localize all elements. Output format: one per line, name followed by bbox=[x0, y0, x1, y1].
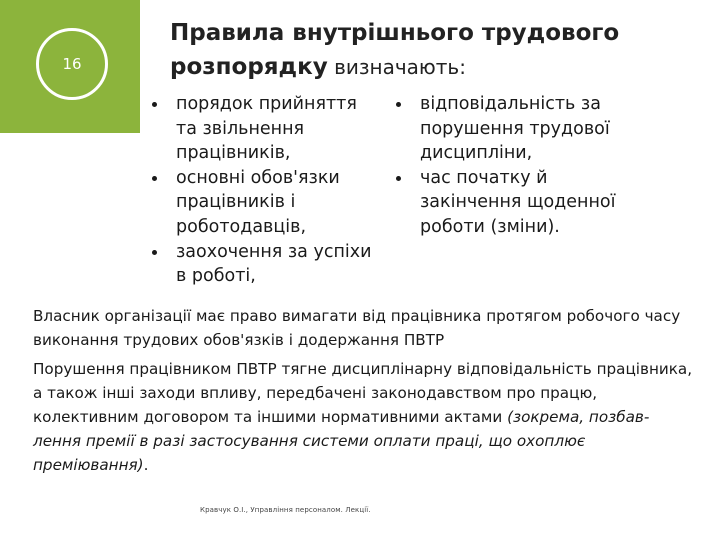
bullet-item bbox=[392, 166, 632, 240]
bullet-item bbox=[148, 166, 380, 240]
bullet-dot-icon bbox=[152, 176, 157, 181]
paragraph-italic-note: (зокрема, позбав-лення премії в разі застосування системи оплати праці, що охоплює преміювання) bbox=[33, 408, 650, 474]
slide-title bbox=[170, 16, 690, 84]
footer-credit: Кравчук О.І., Управління персоналом. Лекції. bbox=[200, 506, 371, 514]
bullet-text: час початку й закінчення щоденної роботи (зміни). bbox=[420, 167, 616, 237]
paragraph-text: Порушення працівником ПВТР тягне дисциплінарну відповідальність працівника, а також інші заходи впливу, передбачені законодавством про працю, колективним договором та іншими нормативними актами bbox=[33, 360, 693, 426]
paragraph-employer-rights: Власник організації має право вимагати від працівника протягом робочого часу виконання трудових обов'язків і додержання ПВТР bbox=[33, 307, 681, 349]
paragraph-tail: . bbox=[143, 456, 149, 474]
bullet-dot-icon bbox=[152, 102, 157, 107]
title-line-1: Правила внутрішнього трудового bbox=[170, 20, 620, 46]
slide-number: 16 bbox=[62, 55, 82, 73]
bullet-dot-icon bbox=[396, 176, 401, 181]
left-bullet-column bbox=[148, 92, 380, 289]
bullet-dot-icon bbox=[152, 250, 157, 255]
bullet-item bbox=[392, 92, 632, 166]
bullet-text: порядок прийняття та звільнення працівників, bbox=[176, 94, 357, 164]
bullet-item bbox=[148, 240, 380, 289]
bullet-item bbox=[148, 92, 380, 166]
title-line-2-rest: визначають: bbox=[327, 55, 466, 79]
title-line-2-strong: розпорядку bbox=[170, 54, 328, 80]
bullet-dot-icon bbox=[396, 102, 401, 107]
right-bullet-column bbox=[392, 92, 632, 240]
title-line-2 bbox=[170, 50, 690, 84]
bullet-text: відповідальність за порушення трудової дисципліни, bbox=[420, 94, 610, 164]
bullet-text: основні обов'язки працівників і роботодавців, bbox=[176, 167, 340, 237]
paragraph-violation-consequences bbox=[33, 357, 693, 477]
slide-number-badge bbox=[36, 28, 108, 100]
bullet-text: заохочення за успіхи в роботі, bbox=[176, 241, 372, 287]
